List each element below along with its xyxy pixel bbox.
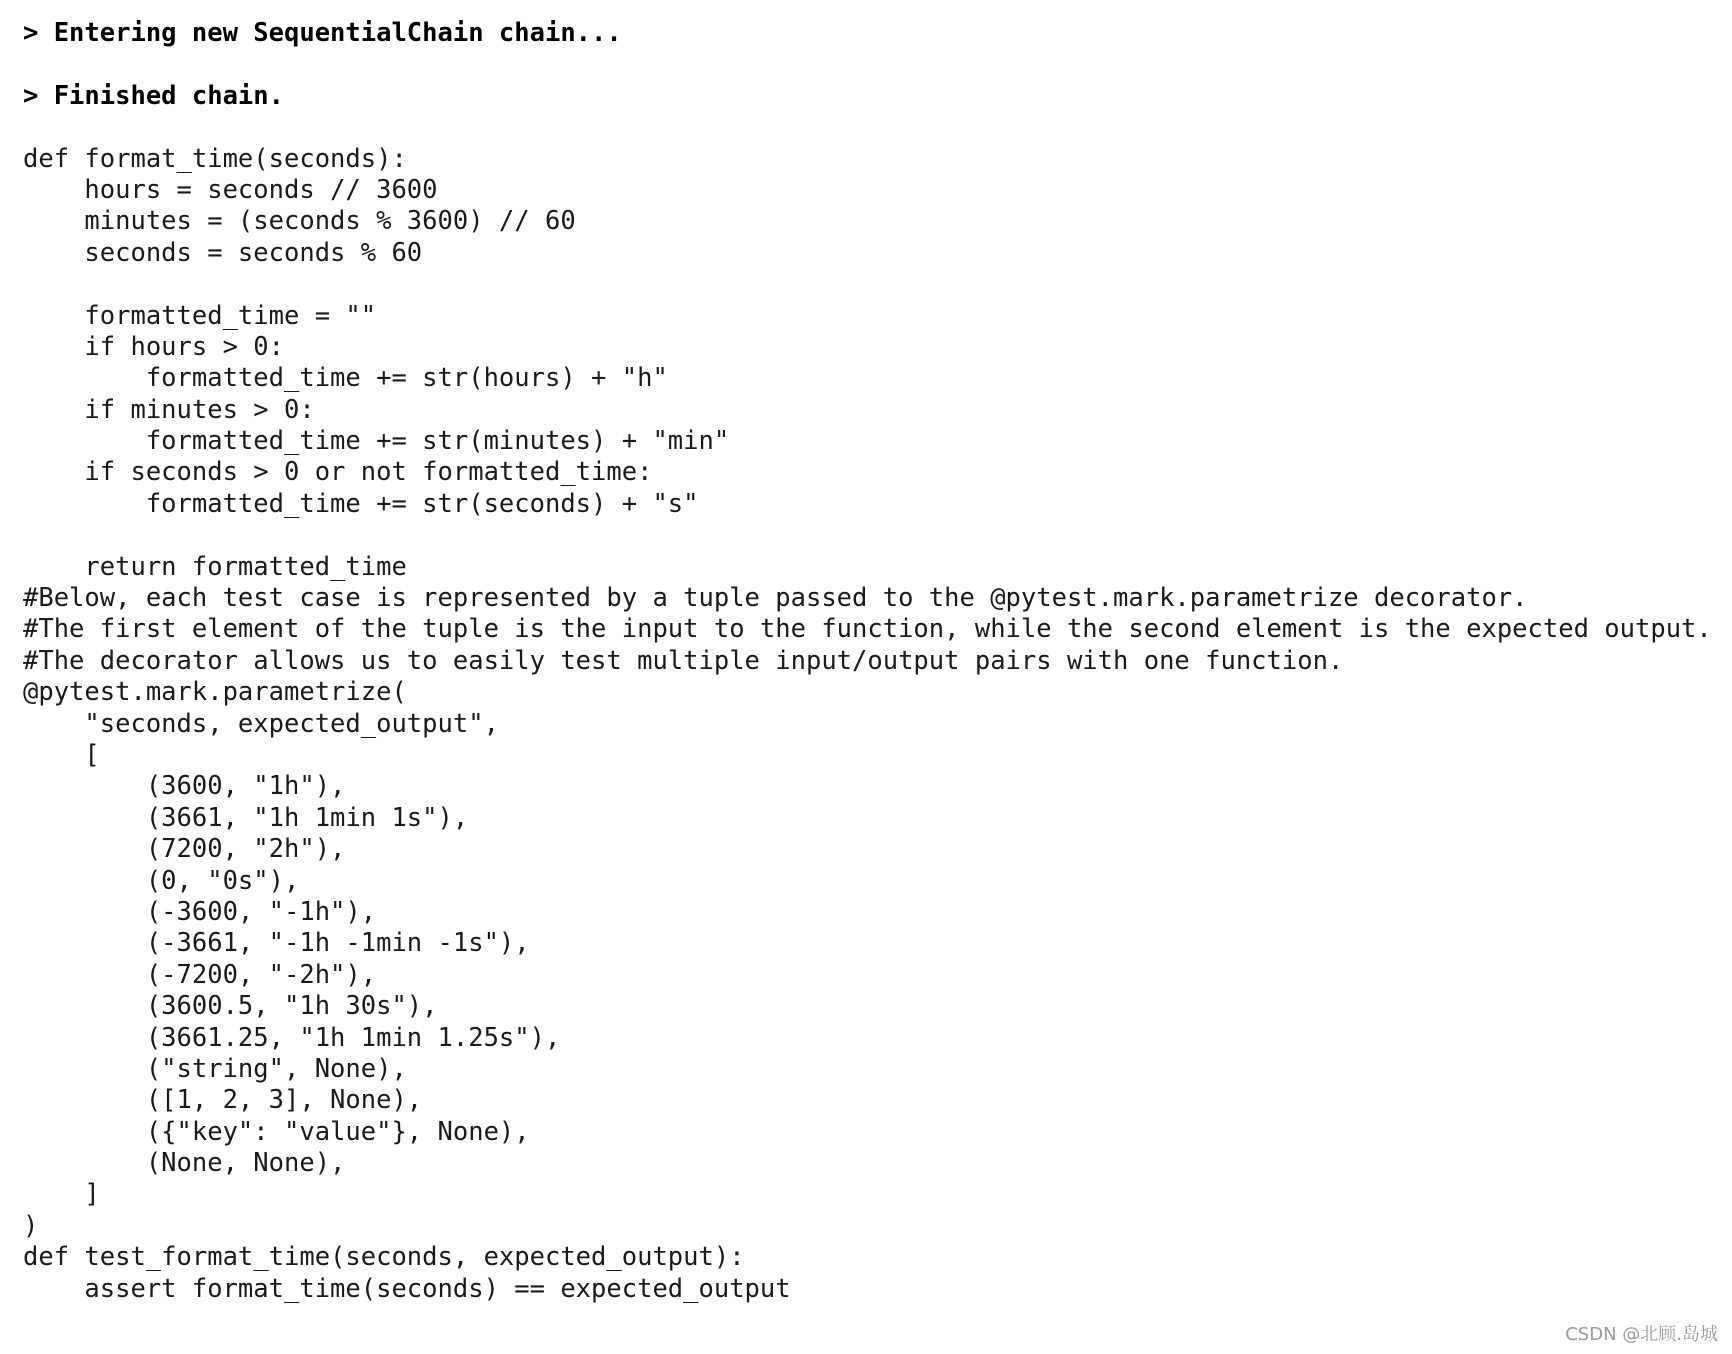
code-line: formatted_time += str(hours) + "h"	[23, 363, 668, 394]
code-line: seconds = seconds % 60	[23, 237, 423, 268]
code-line: (0, "0s"),	[23, 865, 300, 896]
code-line: (3661.25, "1h 1min 1.25s"),	[23, 1022, 561, 1053]
code-line: ("string", None),	[23, 1053, 407, 1084]
code-line: "seconds, expected_output",	[23, 708, 499, 739]
code-line: formatted_time = ""	[23, 300, 377, 331]
code-line: (-3600, "-1h"),	[23, 896, 377, 927]
code-line: ([1, 2, 3], None),	[23, 1085, 423, 1116]
code-line: #The decorator allows us to easily test multiple input/output pairs with one function.	[23, 645, 1344, 676]
code-line: ({"key": "value"}, None),	[23, 1116, 530, 1147]
blank-line	[23, 49, 1723, 80]
code-line: (-3661, "-1h -1min -1s"),	[23, 928, 530, 959]
code-line: #Below, each test case is represented by a tuple passed to the @pytest.mark.parametrize decorator.	[23, 583, 1528, 614]
code-line: return formatted_time	[23, 551, 407, 582]
code-line: if minutes > 0:	[23, 394, 315, 425]
code-line: (None, None),	[23, 1148, 346, 1179]
code-line: ]	[23, 1179, 100, 1210]
chain-status-line: > Entering new SequentialChain chain...	[23, 18, 622, 48]
csdn-watermark: CSDN @北顾.岛城	[1565, 1324, 1718, 1345]
code-line: [	[23, 739, 100, 770]
code-line: (3661, "1h 1min 1s"),	[23, 802, 469, 833]
blank-line	[23, 520, 1723, 551]
code-line: if hours > 0:	[23, 331, 284, 362]
terminal-output	[23, 18, 1723, 1305]
code-line: minutes = (seconds % 3600) // 60	[23, 206, 576, 237]
code-line: )	[23, 1210, 39, 1241]
code-line: hours = seconds // 3600	[23, 174, 438, 205]
code-line: if seconds > 0 or not formatted_time:	[23, 457, 653, 488]
chain-status-line: > Finished chain.	[23, 80, 284, 111]
code-line: formatted_time += str(minutes) + "min"	[23, 426, 730, 457]
blank-line	[23, 112, 1723, 143]
code-line: def format_time(seconds):	[23, 143, 407, 174]
code-line: @pytest.mark.parametrize(	[23, 677, 407, 708]
code-line: (3600, "1h"),	[23, 771, 346, 802]
code-line: #The first element of the tuple is the input to the function, while the second element is the expected output.	[23, 614, 1712, 645]
code-line: def test_format_time(seconds, expected_output):	[23, 1242, 745, 1273]
code-line: assert format_time(seconds) == expected_output	[23, 1273, 791, 1304]
code-line: (3600.5, "1h 30s"),	[23, 991, 438, 1022]
blank-line	[23, 269, 1723, 300]
code-line: (-7200, "-2h"),	[23, 959, 377, 990]
code-line: (7200, "2h"),	[23, 834, 346, 865]
code-line: formatted_time += str(seconds) + "s"	[23, 488, 699, 519]
